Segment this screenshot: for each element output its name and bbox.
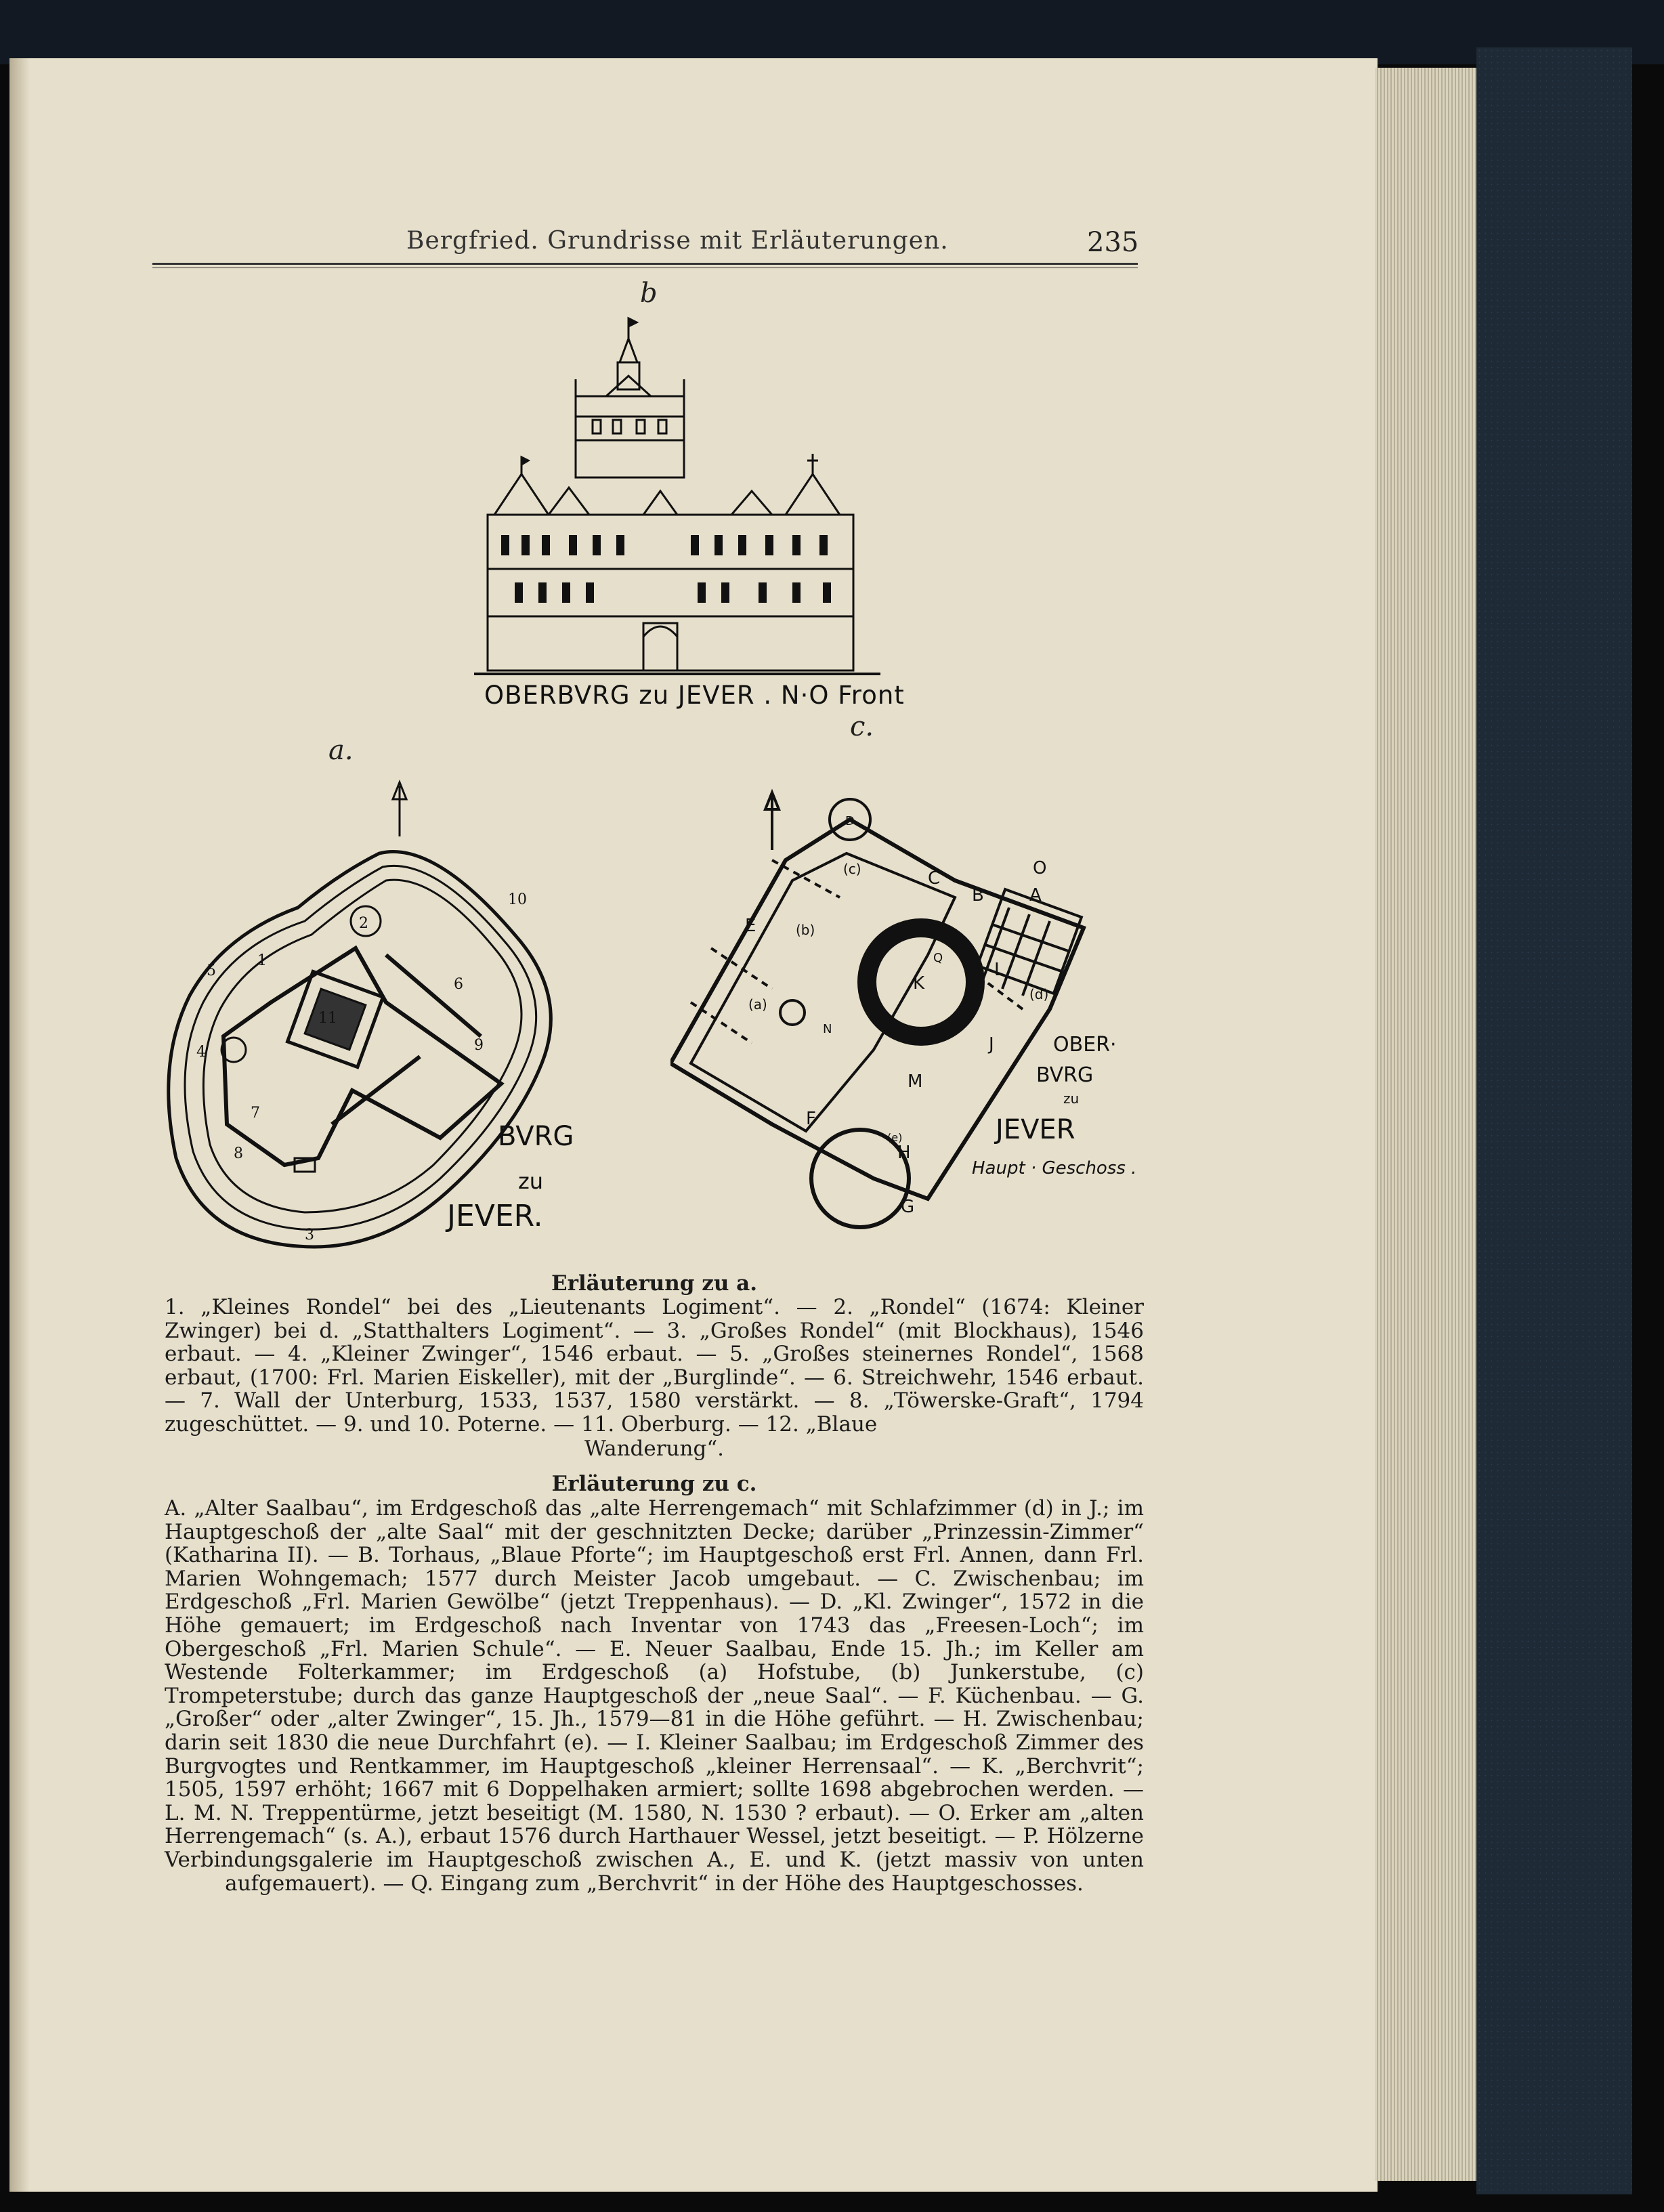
svg-text:(a): (a) (748, 996, 767, 1013)
plan-c-caption-line2: BVRG (1036, 1063, 1094, 1087)
svg-text:M: M (908, 1071, 923, 1092)
figure-label-a: a. (328, 735, 354, 766)
figure-label-c: c. (850, 711, 874, 742)
svg-text:G: G (901, 1197, 915, 1217)
svg-text:1: 1 (257, 952, 267, 969)
legend-a-last-line: Wanderung“. (584, 1437, 725, 1461)
svg-text:3: 3 (305, 1227, 314, 1243)
svg-text:F: F (806, 1109, 816, 1129)
svg-text:A: A (1029, 885, 1042, 906)
plan-c-caption-line3: zu (1063, 1090, 1080, 1107)
plan-a-caption-line1: BVRG (498, 1121, 574, 1152)
svg-text:2: 2 (359, 915, 368, 932)
running-title: Bergfried. Grundrisse mit Erläuterungen. (406, 227, 949, 255)
svg-text:L: L (994, 960, 1004, 980)
svg-text:11: 11 (318, 1010, 337, 1027)
plan-a-caption-line2: zu (518, 1168, 544, 1194)
svg-text:B: B (972, 885, 984, 906)
svg-text:7: 7 (251, 1105, 260, 1122)
header-rule (152, 263, 1138, 265)
plan-a-caption-line3: JEVER. (447, 1199, 543, 1233)
svg-text:6: 6 (454, 976, 463, 993)
svg-text:K: K (913, 973, 925, 994)
page-gutter-shadow (9, 58, 30, 2192)
svg-text:8: 8 (234, 1145, 243, 1162)
svg-text:J: J (989, 1034, 994, 1055)
book-cover-top (0, 0, 1664, 64)
plan-c-caption-line1: OBER· (1053, 1033, 1117, 1057)
svg-text:(d): (d) (1029, 986, 1049, 1002)
svg-text:10: 10 (508, 891, 527, 908)
svg-text:(e): (e) (887, 1131, 903, 1144)
castle-caption: OBERBVRG zu JEVER . N·O Front (484, 681, 905, 710)
svg-text:5: 5 (207, 962, 216, 979)
svg-text:E: E (745, 916, 756, 936)
svg-text:Q: Q (933, 951, 943, 965)
svg-text:(c): (c) (843, 861, 861, 877)
svg-text:O: O (1033, 858, 1047, 878)
plan-c-drawing (670, 779, 1111, 1253)
legend-a-text: 1. „Kleines Rondel“ bei des „Lieutenants Logiment“. — 2. „Rondel“ (1674: Kleiner Zwinger) bei d. „Statthalters Logiment“. — 3. „Großes Rondel“ (mit Blockhaus), 1546 erbaut. — 4. „Kleiner Zwinger“, 1546 erbaut. — 5. „Großes steinernes Rondel“, 1568 erbaut, (1700: Frl. Marien Eiskeller), mit der „Burglinde“. — 6. Streichwehr, 1546 erbaut. — 7. Wall der Unterburg, 1533, 1537, 1580 verstärkt. — 8. „Töwerske-Graft“, 1794 zugeschüttet. — 9. und 10. Poterne. — 11. Oberburg. — 12. „Blaue (165, 1295, 1144, 1437)
legend-c-heading: Erläuterung zu c. (551, 1472, 757, 1496)
plan-c-caption-line4: JEVER (996, 1114, 1075, 1145)
svg-text:C: C (928, 868, 941, 889)
legend-c-text: A. „Alter Saalbau“, im Erdgeschoß das „alte Herrengemach“ mit Schlafzimmer (d) in J.; im Hauptgeschoß der „alte Saal“ mit der geschnitzten Decke; darüber „Prinzessin-Zimmer“ (Katharina II). — B. Torhaus, „Blaue Pforte“; im Hauptgeschoß erst Frl. Annen, dann Frl. Marien Wohngemach; 1577 durch Meister Jacob umgebaut. — C. Zwischenbau; im Erdgeschoß „Frl. Marien Gewölbe“ (jetzt Treppenhaus). — D. „Kl. Zwinger“, 1572 in die Höhe gemauert; im Erdgeschoß nach Inventar von 1743 das „Freesen-Loch“; im Obergeschoß „Frl. Marien Schule“. — E. Neuer Saalbau, Ende 15. Jh.; im Keller am Westende Folterkammer; im Erdgeschoß (a) Hofstube, (b) Junkerstube, (c) Trompeterstube; durch das ganze Hauptgeschoß der „neue Saal“. — F. Küchenbau. — G. „Großer“ oder „alter Zwinger“, 15. Jh., 1579—81 in die Höhe geführt. — H. Zwischenbau; darin seit 1830 die neue Durchfahrt (e). — I. Kleiner Saalbau; im Erdgeschoß Zimmer des Burgvogtes und Rentkammer, im Hauptgeschoß „kleiner Herrensaal“. — K. „Berchvrit“; 1505, 1597 erhöht; 1667 mit 6 Doppelhaken armiert; sollte 1698 abgebrochen werden. — L. M. N. Treppentürme, jetzt beseitigt (M. 1580, N. 1530 ? erbaut). — O. Erker am „alten Herrengemach“ (s. A.), erbaut 1576 durch Harthauer Wessel, jetzt beseitigt. — P. Hölzerne Verbindungsgalerie im Hauptgeschoß zwischen A., E. und K. (jetzt massiv von unten aufgemauert). — Q. Eingang zum „Berchvrit“ in der Höhe des Hauptgeschosses. (165, 1496, 1144, 1896)
book-cover-right (1476, 47, 1632, 2194)
castle-elevation-drawing (474, 312, 894, 681)
page-number: 235 (1087, 227, 1139, 258)
svg-text:H: H (897, 1143, 911, 1163)
svg-text:N: N (823, 1022, 832, 1036)
svg-text:(b): (b) (796, 922, 815, 938)
svg-text:9: 9 (474, 1037, 484, 1054)
legend-a-heading: Erläuterung zu a. (551, 1271, 758, 1296)
svg-text:4: 4 (196, 1044, 206, 1061)
page-fore-edge (1375, 68, 1476, 2181)
plan-c-caption-line5: Haupt · Geschoss . (972, 1158, 1137, 1178)
figure-label-b: b (640, 278, 658, 309)
svg-text:D: D (845, 814, 855, 828)
